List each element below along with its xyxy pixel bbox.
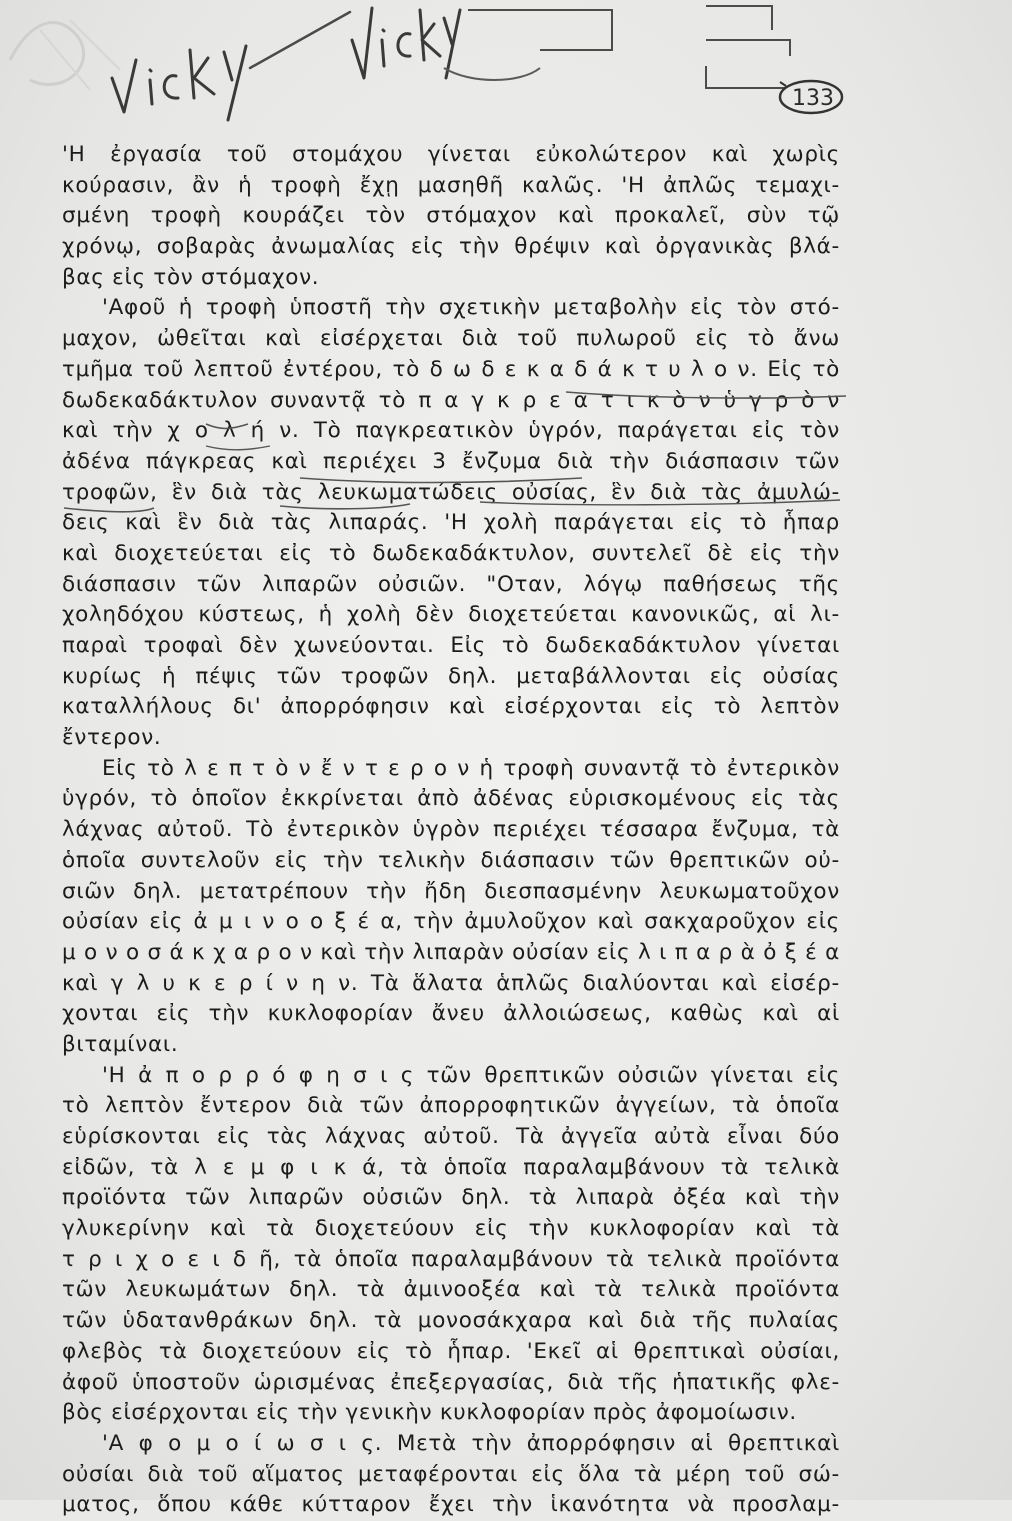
text-line: σιῶν δηλ. μετατρέπουν τὴν ἤδη διεσπασμένην λευκωματοῦχον	[62, 878, 840, 904]
text-line: βὸς εἰσέρχονται εἰς τὴν γενικὴν κυκλοφορίαν πρὸς ἀφομοίωσιν.	[62, 1400, 797, 1426]
text-line: δωδεκαδάκτυλον συναντᾷ τὸ π α γ κ ρ ε α τ ι κ ὸ ν ὑ γ ρ ὸ ν	[62, 387, 840, 413]
text-line: διάσπασιν τῶν λιπαρῶν οὐσιῶν. "Οταν, λόγῳ παθήσεως τῆς	[62, 571, 840, 597]
text-line: τ ρ ι χ ο ε ι δ ῆ, τὰ ὁποῖα παραλαμβάνουν τὰ τελικὰ προϊόντα	[62, 1246, 840, 1272]
pencil-box-sketch	[706, 6, 790, 56]
text-line: χρόνῳ, σοβαρὰς ἀνωμαλίας εἰς τὴν θρέψιν καὶ ὀργανικὰς βλά-	[62, 234, 840, 260]
text-line: ἀδένα πάγκρεας καὶ περιέχει 3 ἔνζυμα διὰ τὴν διάσπασιν τῶν	[62, 448, 840, 474]
text-line: οὐσίαι διὰ τοῦ αἵματος μεταφέρονται εἰς ὅλα τὰ μέρη τοῦ σώ-	[62, 1461, 840, 1487]
text-line: βιταμίναι.	[62, 1031, 179, 1057]
text-line: φλεβὸς τὰ διοχετεύουν εἰς τὸ ἧπαρ. 'Εκεῖ αἱ θρεπτικαὶ οὐσίαι,	[62, 1338, 840, 1364]
text-line: γλυκερίνην καὶ τὰ διοχετεύουν εἰς τὴν κυκλοφορίαν καὶ τὰ	[62, 1216, 840, 1242]
text-line: ὑγρόν, τὸ ὁποῖον ἐκκρίνεται ἀπὸ ἀδένας εὑρισκομένους εἰς τὰς	[62, 786, 840, 812]
text-line: τῶν λευκωμάτων δηλ. τὰ ἀμινοοξέα καὶ τὰ τελικὰ προϊόντα	[62, 1277, 840, 1303]
text-line: 'Αφοῦ ἡ τροφὴ ὑποστῆ τὴν σχετικὴν μεταβολὴν εἰς τὸν στό-	[102, 295, 840, 321]
text-line: τμῆμα τοῦ λεπτοῦ ἐντέρου, τὸ δ ω δ ε κ α δ ά κ τ υ λ ο ν. Εἰς τὸ	[62, 356, 840, 382]
text-line: τῶν ὑδατανθράκων δηλ. τὰ μονοσάκχαρα καὶ διὰ τῆς πυλαίας	[62, 1308, 840, 1334]
pencil-box-sketch	[444, 68, 540, 80]
faint-pencil-mark	[10, 23, 84, 85]
text-line: χοληδόχου κύστεως, ἡ χολὴ δὲν διοχετεύεται κανονικῶς, αἱ λι-	[62, 602, 840, 628]
text-line: σμένη τροφὴ κουράζει τὸν στόμαχον καὶ προκαλεῖ, σὺν τῷ	[62, 203, 840, 229]
text-line: 'Η ἀ π ο ρ ρ ό φ η σ ι ς τῶν θρεπτικῶν οὐσιῶν γίνεται εἰς	[102, 1062, 840, 1088]
text-line: τροφῶν, ἓν διὰ τὰς λευκωματώδεις οὐσίας, ἓν διὰ τὰς ἀμυλώ-	[62, 479, 840, 505]
body-text	[62, 140, 840, 1521]
text-line: ὁποῖα συντελοῦν εἰς τὴν τελικὴν διάσπασιν τῶν θρεπτικῶν οὐ-	[62, 847, 840, 873]
text-line: εὑρίσκονται εἰς τὰς λάχνας αὐτοῦ. Τὰ ἀγγεῖα αὐτὰ εἶναι δύο	[62, 1124, 840, 1149]
page-number: 133	[792, 86, 834, 111]
text-line: εἰδῶν, τὰ λ ε μ φ ι κ ά, τὰ ὁποῖα παραλαμβάνουν τὰ τελικὰ	[62, 1154, 840, 1180]
text-line: καὶ γ λ υ κ ε ρ ί ν η ν. Τὰ ἅλατα ἁπλῶς διαλύονται καὶ εἰσέρ-	[62, 970, 840, 996]
text-line: 'Α φ ο μ ο ί ω σ ι ς. Μετὰ τὴν ἀπορρόφησιν αἱ θρεπτικαὶ	[102, 1430, 840, 1456]
text-line: μαχον, ὠθεῖται καὶ εἰσέρχεται διὰ τοῦ πυλωροῦ εἰς τὸ ἄνω	[62, 326, 840, 352]
text-line: κούρασιν, ἂν ἡ τροφὴ ἔχῃ μασηθῆ καλῶς. 'Η ἀπλῶς τεμαχι-	[62, 172, 840, 198]
text-line: χονται εἰς τὴν κυκλοφορίαν ἄνευ ἀλλοιώσεως, καθὼς καὶ αἱ	[62, 1001, 840, 1027]
text-line: λάχνας αὐτοῦ. Τὸ ἐντερικὸν ὑγρὸν περιέχει τέσσαρα ἔνζυμα, τὰ	[62, 817, 840, 843]
handwritten-signature-vicky	[352, 8, 460, 78]
text-line: μ ο ν ο σ ά κ χ α ρ ο ν καὶ τὴν λιπαρὰν οὐσίαν εἰς λ ι π α ρ ὰ ὀ ξ έ α	[62, 939, 840, 965]
faint-pencil-mark	[40, 20, 120, 90]
pencil-stroke	[250, 12, 350, 68]
text-line: 'Η ἐργασία τοῦ στομάχου γίνεται εὐκολώτερον καὶ χωρὶς	[62, 142, 840, 167]
handwritten-signature-vicky	[112, 46, 246, 120]
text-line: ἀφοῦ ὑποστοῦν ὡρισμένας ἐπεξεργασίας, διὰ τῆς ἡπατικῆς φλε-	[62, 1369, 840, 1395]
text-line: τὸ λεπτὸν ἔντερον διὰ τῶν ἀπορροφητικῶν ἀγγείων, τὰ ὁποῖα	[62, 1093, 840, 1119]
handwritten-annotations	[0, 0, 1012, 150]
text-line: καὶ διοχετεύεται εἰς τὸ δωδεκαδάκτυλον, συντελεῖ δὲ εἰς τὴν	[62, 540, 840, 566]
text-line: οὐσίαν εἰς ἀ μ ι ν ο ο ξ έ α, τὴν ἀμυλοῦχον καὶ σακχαροῦχον εἰς	[62, 909, 840, 935]
text-line: Εἰς τὸ λ ε π τ ὸ ν ἔ ν τ ε ρ ο ν ἡ τροφὴ συναντᾷ τὸ ἐντερικὸν	[102, 755, 840, 781]
text-line: ἔντερον.	[62, 725, 162, 751]
text-line: κυρίως ἡ πέψις τῶν τροφῶν δηλ. μεταβάλλονται εἰς οὐσίας	[62, 663, 840, 689]
pencil-box-sketch	[468, 10, 612, 50]
text-line: παραὶ τροφαὶ δὲν χωνεύονται. Εἰς τὸ δωδεκαδάκτυλον γίνεται	[62, 633, 840, 658]
text-line: καὶ τὴν χ ο λ ή ν. Τὸ παγκρεατικὸν ὑγρόν, παράγεται εἰς τὸν	[62, 418, 840, 444]
text-line: δεις καὶ ἓν διὰ τὰς λιπαράς. 'Η χολὴ παράγεται εἰς τὸ ἧπαρ	[62, 510, 840, 536]
pencil-box-sketch	[706, 66, 786, 88]
text-line: καταλλήλους δι' ἀπορρόφησιν καὶ εἰσέρχονται εἰς τὸ λεπτὸν	[62, 694, 840, 720]
text-line: βας εἰς τὸν στόμαχον.	[62, 264, 320, 290]
text-line: προϊόντα τῶν λιπαρῶν οὐσιῶν δηλ. τὰ λιπαρὰ ὀξέα καὶ τὴν	[62, 1185, 840, 1211]
text-line: ματος, ὅπου κάθε κύτταρον ἔχει τὴν ἱκανότητα νὰ προσλαμ-	[62, 1492, 840, 1518]
